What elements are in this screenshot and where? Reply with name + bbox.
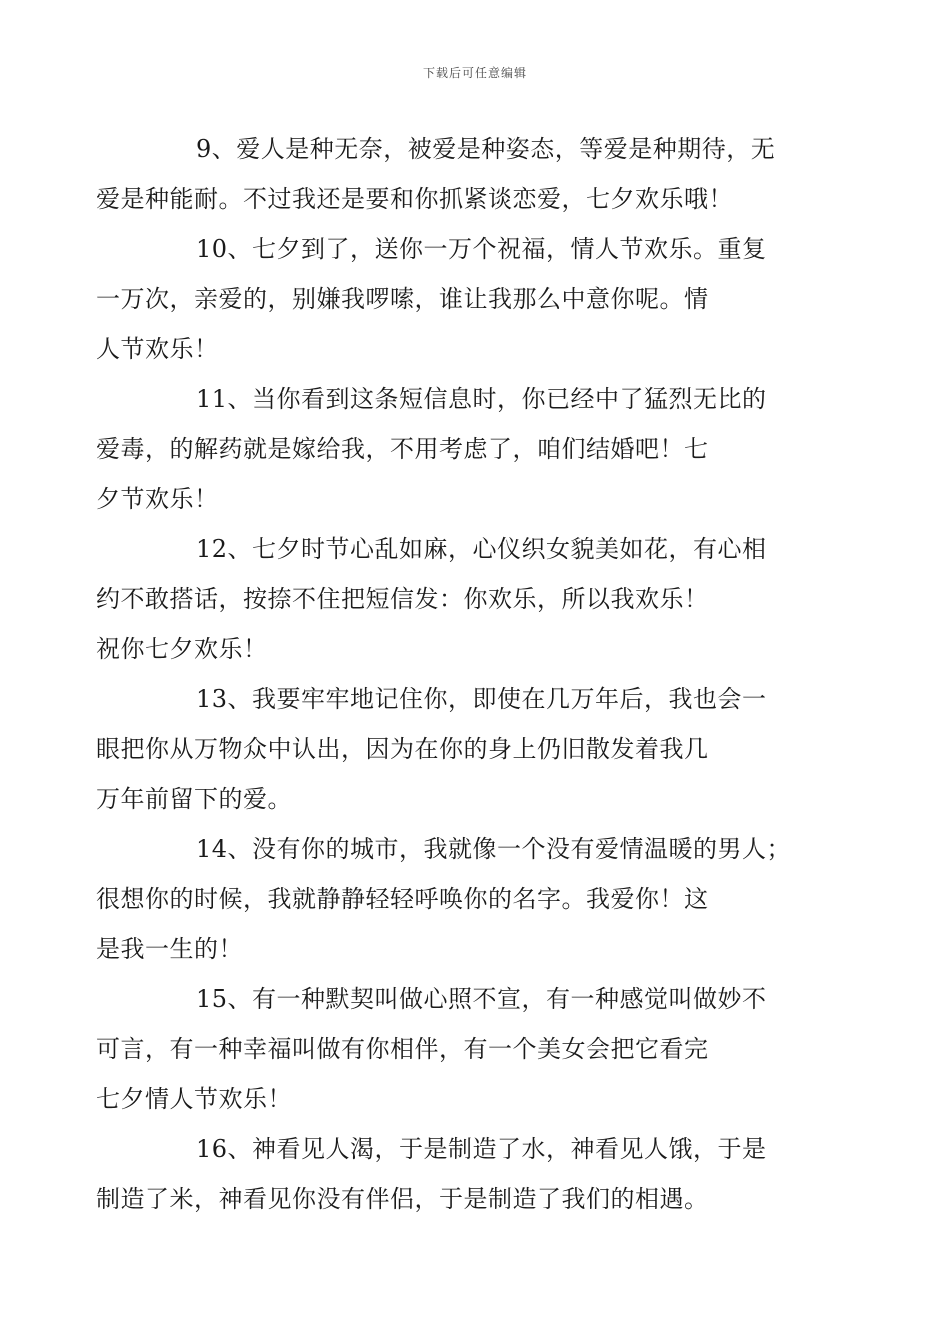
paragraph-line: 是我一生的！ — [96, 935, 243, 963]
paragraph-14 — [96, 824, 808, 974]
paragraph-15 — [96, 974, 808, 1124]
paragraph-12 — [96, 524, 808, 674]
paragraph-line: 眼把你从万物众中认出，因为在你的身上仍旧散发着我几 — [96, 735, 709, 763]
paragraph-line: 12、七夕时节心乱如麻，心仪织女貌美如花，有心相 — [196, 535, 767, 563]
paragraph-line: 约不敢搭话，按捺不住把短信发：你欢乐，所以我欢乐！ — [96, 585, 709, 613]
paragraph-line: 七夕情人节欢乐！ — [96, 1085, 292, 1113]
paragraph-line: 夕节欢乐！ — [96, 485, 219, 513]
paragraph-line: 14、没有你的城市，我就像一个没有爱情温暖的男人； — [196, 835, 792, 863]
paragraph-line: 祝你七夕欢乐！ — [96, 635, 268, 663]
paragraph-line: 爱是种能耐。不过我还是要和你抓紧谈恋爱，七夕欢乐哦！ — [96, 185, 733, 213]
paragraph-line: 制造了米，神看见你没有伴侣，于是制造了我们的相遇。 — [96, 1185, 709, 1213]
paragraph-11 — [96, 374, 808, 524]
paragraph-line: 11、当你看到这条短信息时，你已经中了猛烈无比的 — [196, 385, 767, 413]
header-note: 下载后可任意编辑 — [422, 66, 527, 80]
paragraph-13 — [96, 674, 808, 824]
paragraph-line: 很想你的时候，我就静静轻轻呼唤你的名字。我爱你！这 — [96, 885, 709, 913]
document-body — [96, 124, 808, 1224]
paragraph-line: 人节欢乐！ — [96, 335, 219, 363]
paragraph-line: 爱毒，的解药就是嫁给我，不用考虑了，咱们结婚吧！七 — [96, 435, 709, 463]
paragraph-line: 9、爱人是种无奈，被爱是种姿态，等爱是种期待，无 — [196, 135, 776, 163]
paragraph-line: 13、我要牢牢地记住你，即使在几万年后，我也会一 — [196, 685, 767, 713]
paragraph-line: 10、七夕到了，送你一万个祝福，情人节欢乐。重复 — [196, 235, 767, 263]
paragraph-line: 一万次，亲爱的，别嫌我啰嗦，谁让我那么中意你呢。情 — [96, 285, 709, 313]
paragraph-10 — [96, 224, 808, 374]
paragraph-line: 可言，有一种幸福叫做有你相伴，有一个美女会把它看完 — [96, 1035, 709, 1063]
paragraph-line: 16、神看见人渴，于是制造了水，神看见人饿，于是 — [196, 1135, 767, 1163]
paragraph-9 — [96, 124, 808, 224]
paragraph-line: 15、有一种默契叫做心照不宣，有一种感觉叫做妙不 — [196, 985, 767, 1013]
paragraph-16 — [96, 1124, 808, 1224]
paragraph-line: 万年前留下的爱。 — [96, 785, 292, 813]
